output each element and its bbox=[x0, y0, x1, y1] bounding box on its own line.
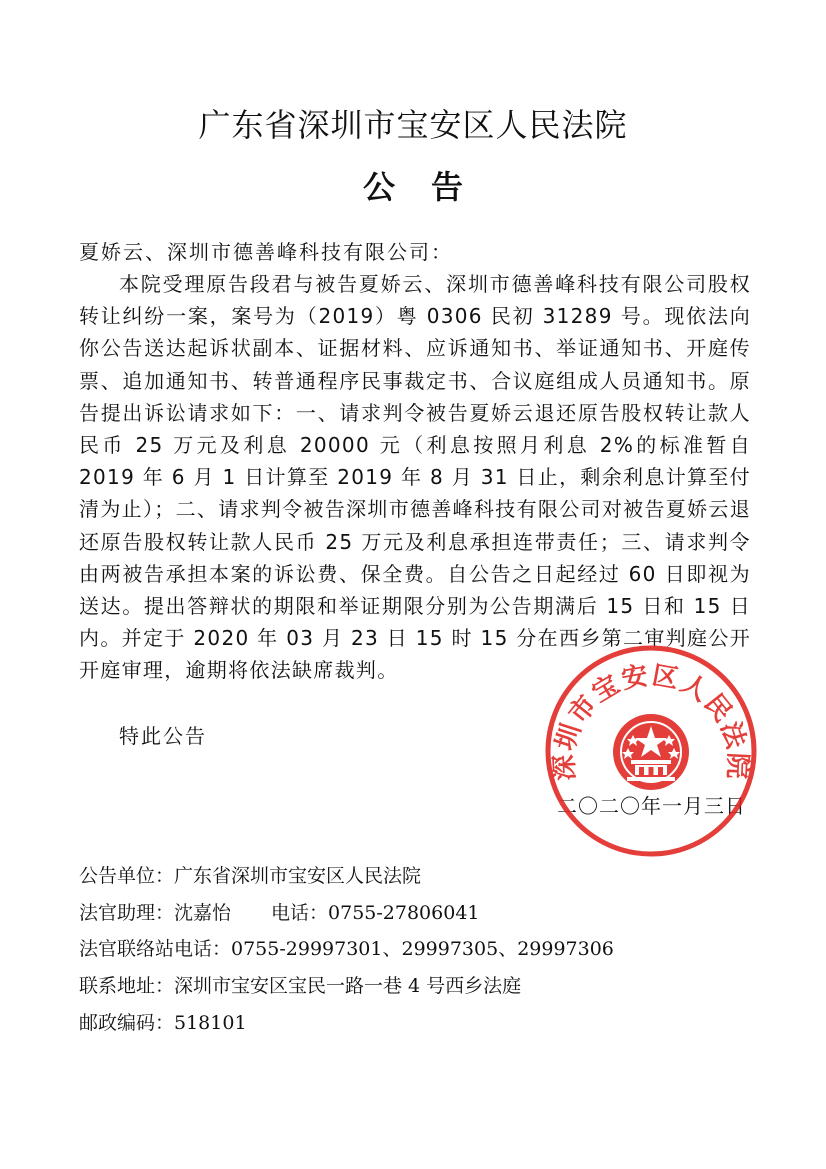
seal-mark bbox=[548, 648, 754, 854]
assistant-phone: 电话：0755-27806041 bbox=[271, 901, 480, 924]
addressee: 夏娇云、深圳市德善峰科技有限公司： bbox=[79, 240, 453, 264]
seal-text-path: 深圳市宝安区人民法院 bbox=[549, 660, 753, 782]
contact-address: 联系地址：深圳市宝安区宝民一路一巷 4 号西乡法庭 bbox=[79, 975, 522, 998]
judge-assistant: 法官助理：沈嘉怡 bbox=[79, 901, 232, 924]
national-emblem-icon bbox=[613, 714, 689, 790]
postal-code: 邮政编码：518101 bbox=[79, 1011, 247, 1034]
assistant-row bbox=[79, 895, 614, 932]
notice-date: 二〇二〇年一月三日 bbox=[557, 794, 746, 818]
court-name: 广东省深圳市宝安区人民法院 bbox=[198, 106, 628, 144]
court-seal bbox=[540, 640, 762, 862]
notice-title: 公告 bbox=[362, 168, 499, 206]
contact-info bbox=[79, 858, 614, 1042]
liaison-station-phone: 法官联络站电话：0755-29997301、29997305、29997306 bbox=[79, 938, 614, 961]
notice-unit: 公告单位：广东省深圳市宝安区人民法院 bbox=[79, 865, 422, 887]
closing-text: 特此公告 bbox=[119, 724, 207, 748]
notice-body: 本院受理原告段君与被告夏娇云、深圳市德善峰科技有限公司股权转让纠纷一案，案号为（2019）粤 0306 民初 31289 号。现依法向你公告送达起诉状副本、证据材料、应诉通知书、举证通知书、开庭传票、追加通知书、转普通程序民事裁定书、合议庭组成人员通知书。原告提出诉讼请求如下：一、请求判令被告夏娇云退还原告股权转让款人民币 25 万元及利息 20000 元（利息按照月利息 2%的标准暂自 2019 年 6 月 1 日计算至 2019 年 8 月 31 日止，剩余利息计算至付清为止）；二、请求判令被告深圳市德善峰科技有限公司对被告夏娇云退还原告股权转让款人民币 25 万元及利息承担连带责任；三、请求判令由两被告承担本案的诉讼费、保全费。自公告之日起经过 60 日即视为送达。提出答辩状的期限和举证期限分别为公告期满后 15 日和 15 日内。并定于 2020 年 03 月 23 日 15 时 15 分在西乡第二审判庭公开开庭审理，逾期将依法缺席裁判。 bbox=[79, 272, 751, 683]
